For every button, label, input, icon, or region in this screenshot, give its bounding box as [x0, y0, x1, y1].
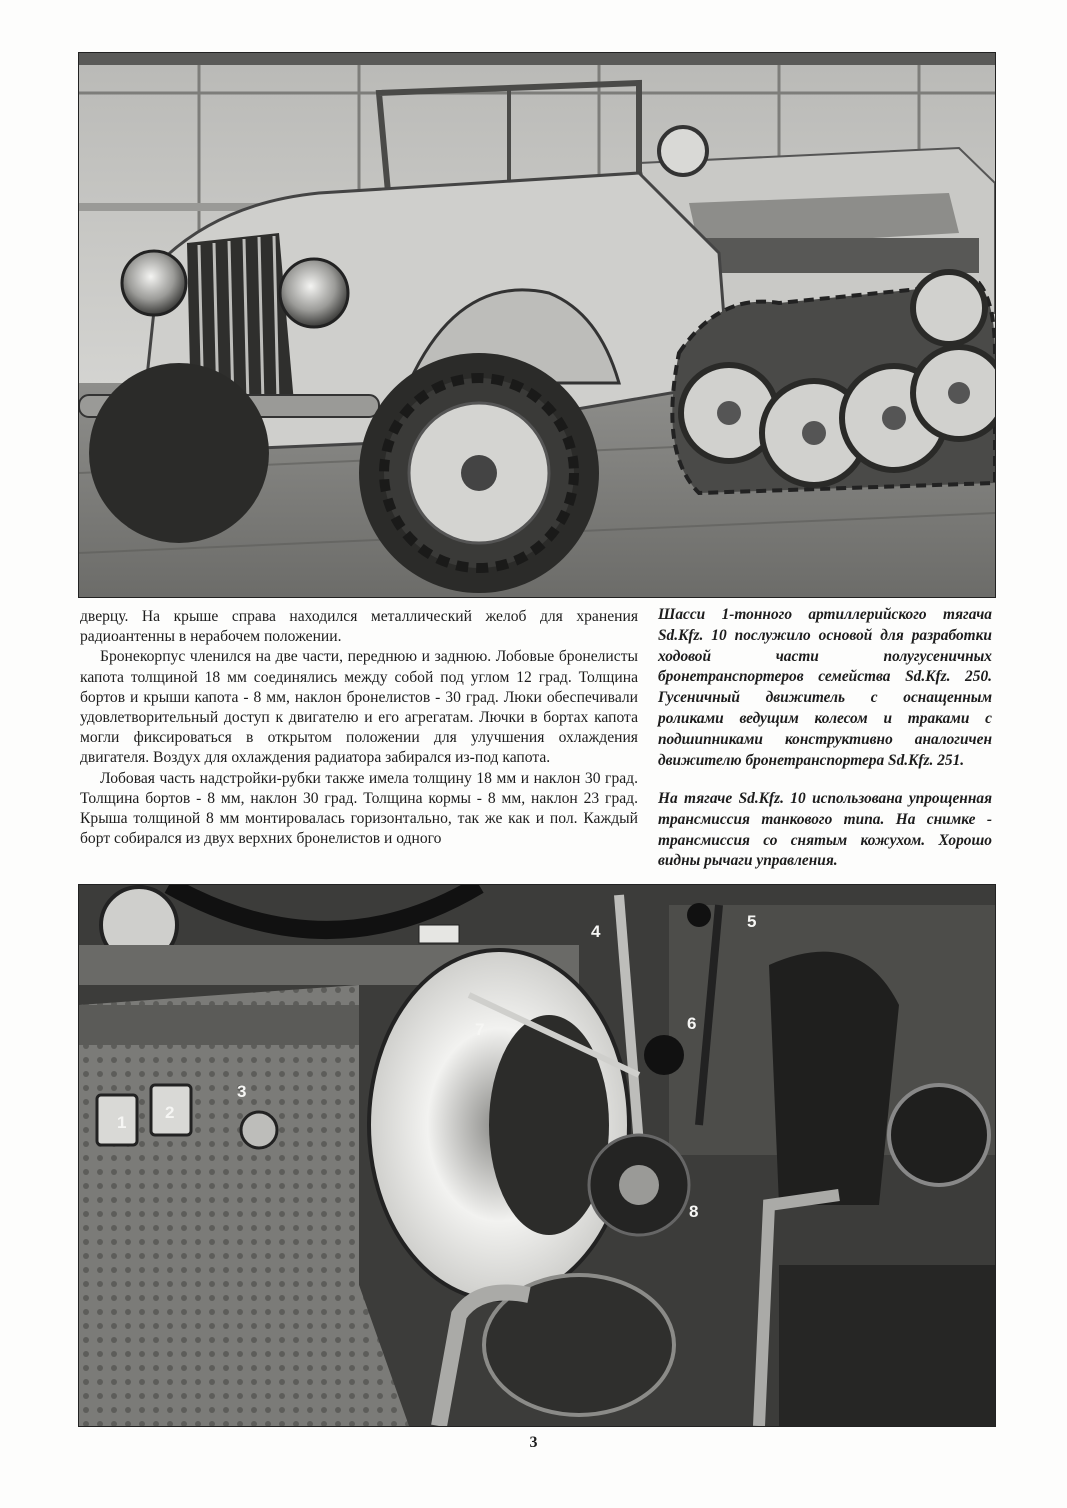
- callout-4: 4: [591, 922, 601, 941]
- page-number: 3: [529, 1434, 538, 1451]
- caption-top-photo: Шасси 1-тонного артиллерийского тягача Sd.Kfz. 10 послужило основой для разработки ходовой части полугусеничных бронетранспортеров семейства Sd.Kfz. 250. Гусеничный движитель с оснащенным роликами ведущим колесом и траками с подшипниками конструктивно аналогичен движителю бронетранспортера Sd.Kfz. 251.: [658, 606, 992, 769]
- caption-bottom-photo: На тягаче Sd.Kfz. 10 использована упрощенная трансмиссия танкового типа. На снимке - трансмиссия со снятым кожухом. Хорошо видны рычаги управления.: [658, 790, 992, 870]
- callout-5: 5: [747, 912, 757, 931]
- transmission-photo: [78, 884, 996, 1427]
- callout-1: 1: [117, 1113, 127, 1132]
- transmission-illustration: [79, 885, 995, 1426]
- callout-3: 3: [237, 1082, 247, 1101]
- callout-2: 2: [165, 1103, 175, 1122]
- body-paragraph-3: Лобовая часть надстройки-рубки также имела толщину 18 мм и наклон 30 град. Толщина бортов - 8 мм, наклон 30 град. Толщина кормы - 8 мм, наклон 23 град. Крыша толщиной 8 мм монтировалась горизонтально, так же как и пол. Каждый борт собирался из двух верхних бронелистов и одного: [80, 769, 638, 848]
- callout-8: 8: [689, 1202, 699, 1221]
- callout-7: 7: [475, 1020, 485, 1039]
- article-body: [80, 607, 638, 849]
- body-paragraph-1: дверцу. На крыше справа находился металлический желоб для хранения радиоантенны в нерабочем положении.: [80, 608, 638, 646]
- half-track-tractor-photo: [78, 52, 996, 598]
- body-paragraph-2: Бронекорпус членился на две части, переднюю и заднюю. Лобовые бронелисты капота толщиной 18 мм соединялись между собой под углом 12 град. Толщина бортов и крыши капота - 8 мм, наклон бронелистов - 30 град. Люки обеспечивали удовлетворительный доступ к двигателю и его агрегатам. Лючки в бортах капота могли фиксироваться в открытом положении для улучшения охлаждения двигателя. Воздух для охлаждения радиатора забирался из-под капота.: [80, 648, 638, 767]
- callout-6: 6: [687, 1014, 697, 1033]
- half-track-tractor-illustration: [79, 53, 995, 597]
